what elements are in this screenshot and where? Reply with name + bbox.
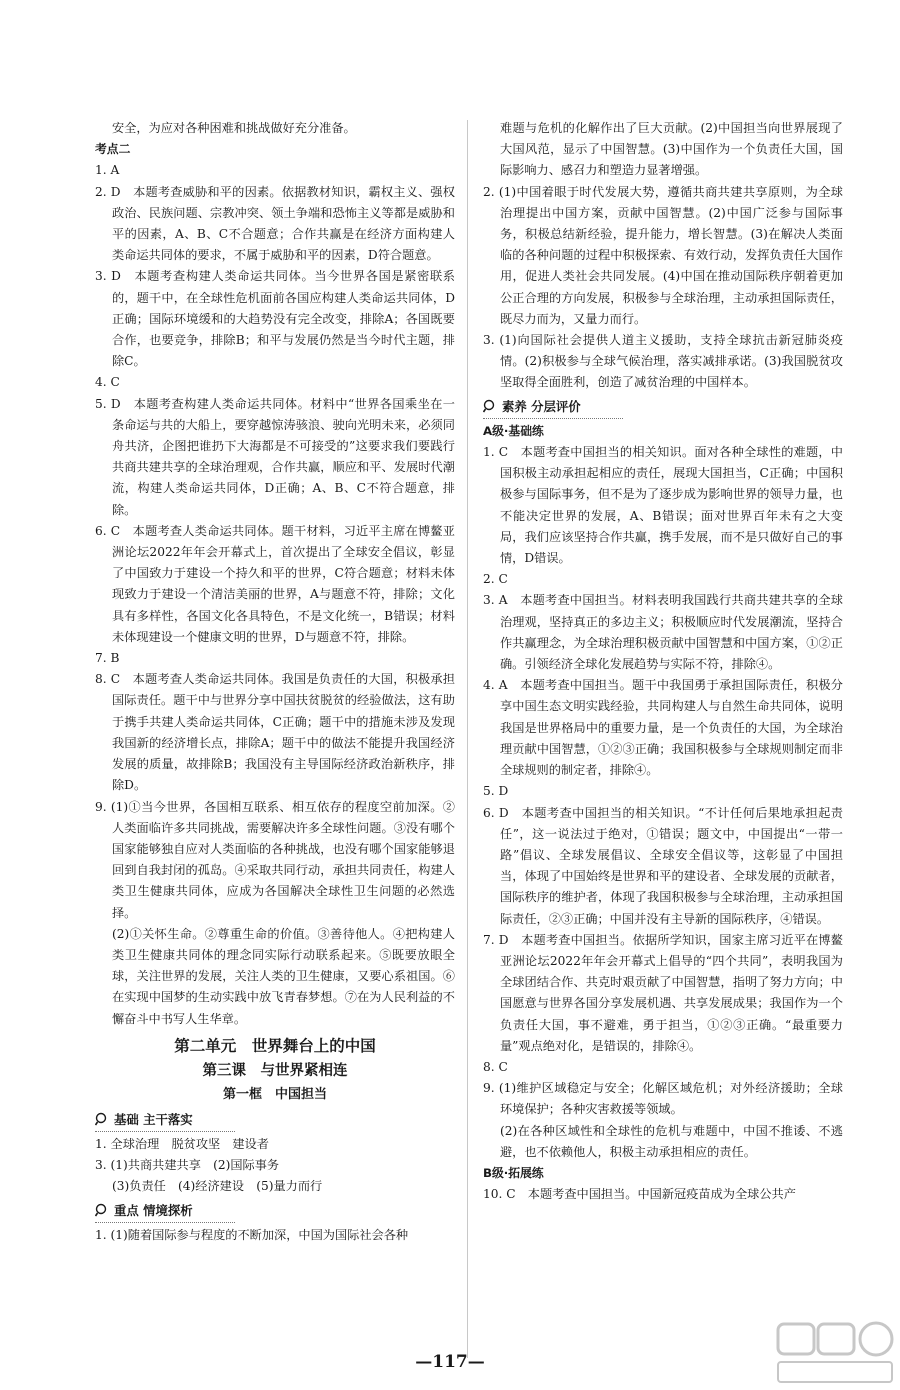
section-heading-label: 重点 情境探析 xyxy=(114,1202,193,1218)
answer-item: 9. (1)①当今世界，各国相互联系、相互依存的程度空前加深。②人类面临许多共同挑战，需要解决许多全球性问题。③没有哪个国家能够独自应对人类面临的各种挑战，也没有哪个国家能够退回到自我封闭的孤岛。④采取共同行动，承担共同责任，构建人类卫生健康共同体，应成为各国解决全球性卫生问题的必然选择。 xyxy=(95,799,455,920)
answer-item: 3. (1)共商共建共享 (2)国际事务 xyxy=(95,1158,280,1173)
exam-point-heading: 考点二 xyxy=(95,142,131,157)
answer-item: 4. A 本题考查中国担当。题干中我国勇于承担国际责任，积极分享中国生态文明实践经验，共同构建人与自然生命共同体，说明我国是世界格局中的重要力量，是一个负责任的大国，为全球治理贡献中国智慧，①②③正确；我国积极参与全球规则制定而非全球规则的制定者，排除④。 xyxy=(483,678,843,778)
answer-text: 难题与危机的化解作出了巨大贡献。(2)中国担当向世界展现了大国风范，显示了中国智慧。(3)中国作为一个负责任大国，国际影响力、感召力和塑造力显著增强。 xyxy=(500,121,843,178)
answer-item: 3. A 本题考查中国担当。材料表明我国践行共商共建共享的全球治理观，坚持真正的多边主义；积极顺应时代发展潮流，坚持合作共赢理念，为全球治理积极贡献中国智慧和中国方案，①②正确。引领经济全球化发展趋势与实际不符，排除④。 xyxy=(483,593,843,672)
answer-stamp-logo xyxy=(770,1318,900,1390)
lesson-title: 第三课 与世界紧相连 xyxy=(202,1062,348,1079)
right-column xyxy=(483,118,843,1205)
magnifier-icon xyxy=(95,1112,111,1126)
answer-item: 10. C 本题考查中国担当。中国新冠疫苗成为全球公共产 xyxy=(483,1187,796,1202)
page-number: —117— xyxy=(415,1352,485,1372)
answer-item: 5. D xyxy=(483,784,509,799)
answer-item: 6. D 本题考查中国担当的相关知识。“不计任何后果地承担起责任”，这一说法过于绝对，①错误；题文中，中国提出“一带一路”倡议、全球发展倡议、全球安全倡议等，这彰显了中国担当，体现了中国始终是世界和平的建设者、全球发展的贡献者，国际秩序的维护者，体现了我国积极参与全球治理，主动承担国际责任，②③正确；中国并没有主导新的国际秩序，④错误。 xyxy=(483,805,843,926)
section-heading-basics xyxy=(95,1109,235,1132)
answer-text: 安全，为应对各种困难和挑战做好充分准备。 xyxy=(112,121,356,135)
answer-item: 7. D 本题考查中国担当。依据所学知识，国家主席习近平在博鳌亚洲论坛2022年年会开幕式上倡导的“四个共同”，表明我国为全球团结合作、共克时艰贡献了中国智慧，指明了努力方向；中国愿意与世界各国分享发展机遇、共享发展成果；我国作为一个负责任大国，事不避难，勇于担当，①②③正确。“最重要力量”观点绝对化，是错误的，排除④。 xyxy=(483,932,843,1053)
frame-title: 第一框 中国担当 xyxy=(222,1086,327,1102)
answer-item: 1. C 本题考查中国担当的相关知识。面对各种全球性的难题，中国积极主动承担起相应的责任，展现大国担当，C正确；中国积极参与国际事务，但不是为了逐步成为影响世界的领导力量，也不能决定世界的发展，A、B错误；面对世界百年未有之大变局，我们应该坚持合作共赢，携手发展，而不是只做好自己的事情，D错误。 xyxy=(483,445,843,566)
answer-item: (2)①关怀生命。②尊重生命的价值。③善待他人。④把构建人类卫生健康共同体的理念同实际行动联系起来。⑤既要放眼全球，关注世界的发展，关注人类的卫生健康，又要心系祖国。⑥在实现中国梦的生动实践中放飞青春梦想。⑦在为人民利益的不懈奋斗中书写人生华章。 xyxy=(112,926,455,1026)
magnifier-icon xyxy=(95,1203,111,1217)
answer-item: 1. 全球治理 脱贫攻坚 建设者 xyxy=(95,1136,269,1151)
unit-title: 第二单元 世界舞台上的中国 xyxy=(174,1036,376,1055)
level-heading: A级·基础练 xyxy=(483,423,544,438)
answer-item: 8. C 本题考查人类命运共同体。我国是负责任的大国，积极承担国际责任。题干中与世界分享中国扶贫脱贫的经验做法，这有助于携手共建人类命运共同体，C正确；题干中的措施未涉及发现我国新的经济增长点，排除A；题干中的做法不能提升我国经济发展的质量，故排除B；我国没有主导国际经济政治新秩序，排除D。 xyxy=(95,672,455,793)
section-heading-evaluation xyxy=(483,396,623,419)
answer-item: (2)在各种区域性和全球性的危机与难题中，中国不推诿、不逃避，也不依赖他人，积极主动承担相应的责任。 xyxy=(500,1123,843,1159)
section-heading-label: 基础 主干落实 xyxy=(114,1111,193,1127)
answer-item: 1. (1)随着国际参与程度的不断加深，中国为国际社会各种 xyxy=(95,1227,409,1242)
answer-item: 1. A xyxy=(95,163,120,178)
level-heading: B级·拓展练 xyxy=(483,1165,544,1180)
answer-item: 9. (1)维护区域稳定与安全；化解区域危机；对外经济援助；全球环境保护；各种灾害救援等领域。 xyxy=(483,1081,843,1117)
answer-item: 7. B xyxy=(95,651,120,666)
answer-item: 2. D 本题考查威胁和平的因素。依据教材知识，霸权主义、强权政治、民族问题、宗教冲突、领土争端和恐怖主义等都是威胁和平的因素，A、B、C不合题意；合作共赢是在经济方面构建人类命运共同体的要求，不属于威胁和平的因素，D符合题意。 xyxy=(95,184,455,263)
column-divider xyxy=(467,120,468,1358)
answer-item: 2. C xyxy=(483,572,508,587)
left-column xyxy=(95,118,455,1246)
answer-item: 8. C xyxy=(483,1059,508,1074)
answer-item: 3. (1)向国际社会提供人道主义援助，支持全球抗击新冠肺炎疫情。(2)积极参与全球气候治理，落实减排承诺。(3)我国脱贫攻坚取得全面胜利，创造了减贫治理的中国样本。 xyxy=(483,333,843,390)
section-heading-label: 素养 分层评价 xyxy=(502,398,581,414)
section-heading-focus xyxy=(95,1200,235,1223)
answer-item: 4. C xyxy=(95,375,120,390)
answer-item: 5. D 本题考查构建人类命运共同体。材料中“世界各国乘坐在一条命运与共的大船上，要穿越惊涛骇浪、驶向光明未来，必须同舟共济，企图把谁扔下大海都是不可接受的”这要求我们要践行共商共建共享的全球治理观，合作共赢，顺应和平、发展时代潮流，构建人类命运共同体，D正确；A、B、C不符合题意，排除。 xyxy=(95,396,455,517)
answer-item: 2. (1)中国着眼于时代发展大势，遵循共商共建共享原则，为全球治理提出中国方案，贡献中国智慧。(2)中国广泛参与国际事务，积极总结新经验，提升能力，增长智慧。(3)在解决人类面临的各种问题的过程中积极探索、有效行动，发挥负责任大国作用，促进人类社会共同发展。(4)中国在推动国际秩序朝着更加公正合理的方向发展，积极参与全球治理，主动承担国际责任，既尽力而为，又量力而行。 xyxy=(483,184,843,326)
magnifier-icon xyxy=(483,399,499,413)
answer-item: (3)负责任 (4)经济建设 (5)量力而行 xyxy=(112,1179,323,1194)
answer-item: 6. C 本题考查人类命运共同体。题干材料，习近平主席在博鳌亚洲论坛2022年年会开幕式上，首次提出了全球安全倡议，彰显了中国致力于建设一个持久和平的世界，C符合题意；材料未体现致力于建设一个清洁美丽的世界，A与题意不符，排除；文化具有多样性，各国文化各具特色，不是文化统一，B错误；材料未体现建设一个健康文明的世界，D与题意不符，排除。 xyxy=(95,523,455,644)
answer-item: 3. D 本题考查构建人类命运共同体。当今世界各国是紧密联系的，题干中，在全球性危机面前各国应构建人类命运共同体，D正确；国际环境缓和的大趋势没有完全改变，排除A；各国既要合作，也要竞争，排除B；和平与发展仍然是当今时代主题，排除C。 xyxy=(95,269,455,369)
